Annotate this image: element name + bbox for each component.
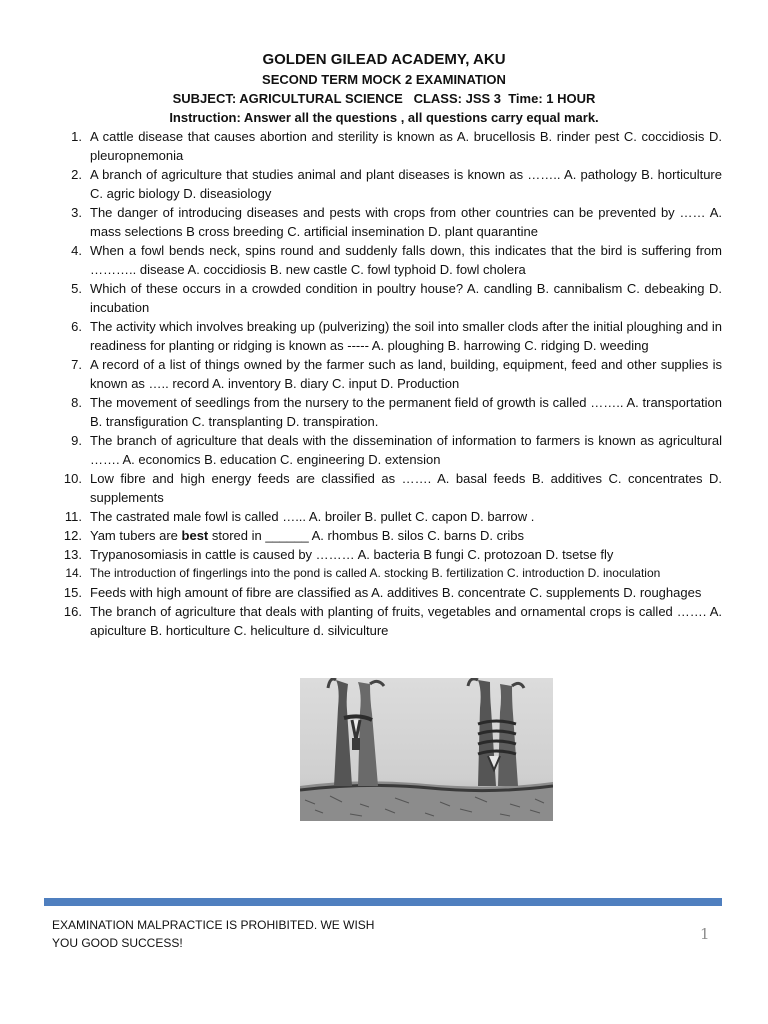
- question-item: [52, 431, 722, 469]
- footer-notice: [52, 916, 382, 952]
- question-number: 8.: [71, 395, 82, 410]
- question-item: [52, 564, 722, 583]
- question-text: The branch of agriculture that deals with planting of fruits, vegetables and ornamental crops is called ……. A. apiculture B. horticulture C. heliculture d. silviculture: [90, 604, 722, 638]
- question-item: [52, 355, 722, 393]
- tree-tapping-photo: [300, 678, 553, 821]
- question-text: Trypanosomiasis in cattle is caused by ……… A. bacteria B fungi C. protozoan D. tsetse fly: [90, 547, 614, 562]
- question-item: [52, 317, 722, 355]
- question-item: [52, 469, 722, 507]
- question-number: 16.: [63, 604, 82, 619]
- question-text: Feeds with high amount of fibre are classified as A. additives B. concentrate C. supplements D. roughages: [90, 585, 702, 600]
- question-number: 3.: [71, 205, 82, 220]
- instruction-line: Instruction: Answer all the questions , all questions carry equal mark.: [169, 110, 599, 125]
- question-item: [52, 393, 722, 431]
- question-item: [52, 602, 722, 640]
- exam-title: SECOND TERM MOCK 2 EXAMINATION: [262, 72, 506, 87]
- question-text-start: Yam tubers are: [90, 528, 182, 543]
- question-text: When a fowl bends neck, spins round and suddenly falls down, this indicates that the bird is suffering from ……….. disease A. coccidiosis B. new castle C. fowl typhoid D. fowl cholera: [90, 243, 722, 277]
- question-text: The castrated male fowl is called …... A. broiler B. pullet C. capon D. barrow .: [90, 509, 535, 524]
- question-text: A record of a list of things owned by the farmer such as land, building, equipment, feed and other supplies is known as ….. record A. inventory B. diary C. input D. Production: [90, 357, 722, 391]
- question-item: [52, 545, 722, 564]
- question-text: The movement of seedlings from the nursery to the permanent field of growth is called …….. A. transportation B. transfiguration C. transplanting D. transpiration.: [90, 395, 722, 429]
- question-item: [52, 279, 722, 317]
- question-number: 12.: [63, 528, 82, 543]
- question-number: 15.: [63, 585, 82, 600]
- question-number: 5.: [71, 281, 82, 296]
- question-number: 2.: [71, 167, 82, 182]
- footer-notice-line: EXAMINATION MALPRACTICE IS PROHIBITED. WE WISH: [52, 918, 375, 932]
- question-number: 6.: [71, 319, 82, 334]
- question-number: 11.: [64, 509, 82, 524]
- question-number: 10.: [63, 471, 82, 486]
- question-text: A cattle disease that causes abortion and sterility is known as A. brucellosis B. rinder pest C. coccidiosis D. pleuropnemonia: [90, 129, 722, 163]
- question-number: 9.: [71, 433, 82, 448]
- question-number: 14.: [65, 566, 82, 580]
- question-item: [52, 127, 722, 165]
- question-number: 7.: [71, 357, 82, 372]
- question-item: [52, 203, 722, 241]
- question-number: 13.: [63, 547, 82, 562]
- question-text: Low fibre and high energy feeds are classified as ……. A. basal feeds B. additives C. concentrates D. supplements: [90, 471, 722, 505]
- question-text: Which of these occurs in a crowded condition in poultry house? A. candling B. cannibalism C. debeaking D. incubation: [90, 281, 722, 315]
- question-number: 1.: [71, 129, 82, 144]
- question-emphasis: best: [181, 528, 209, 543]
- question-text: The activity which involves breaking up (pulverizing) the soil into smaller clods after the initial ploughing and in readiness for planting or ridging is known as ----- A. ploughing B. harrowing C. ridging D. weeding: [90, 319, 722, 353]
- school-name: GOLDEN GILEAD ACADEMY, AKU: [262, 51, 506, 68]
- question-list: [52, 127, 722, 640]
- question-item: [52, 507, 722, 526]
- question-item: [52, 583, 722, 602]
- subject-line: SUBJECT: AGRICULTURAL SCIENCE CLASS: JSS 3 Time: 1 HOUR: [172, 91, 596, 106]
- question-text: The introduction of fingerlings into the pond is called A. stocking B. fertilization C. introduction D. inoculation: [90, 566, 661, 580]
- question-text: A branch of agriculture that studies animal and plant diseases is known as …….. A. pathology B. horticulture C. agric biology D. diseasiology: [90, 167, 722, 201]
- page-number: 1: [700, 925, 710, 943]
- question-text: The danger of introducing diseases and pests with crops from other countries can be prevented by …… A. mass selections B cross breeding C. artificial insemination D. plant quarantine: [90, 205, 722, 239]
- question-item: [52, 526, 722, 545]
- question-item: [52, 165, 722, 203]
- question-number: 4.: [71, 243, 82, 258]
- question-text: The branch of agriculture that deals with the dissemination of information to farmers is known as agricultural ……. A. economics B. education C. engineering D. extension: [90, 433, 722, 467]
- footer-notice-line: YOU GOOD SUCCESS!: [52, 936, 183, 950]
- question-text-end: stored in ______ A. rhombus B. silos C. barns D. cribs: [208, 528, 525, 543]
- question-item: [52, 241, 722, 279]
- footer-divider: [44, 898, 722, 906]
